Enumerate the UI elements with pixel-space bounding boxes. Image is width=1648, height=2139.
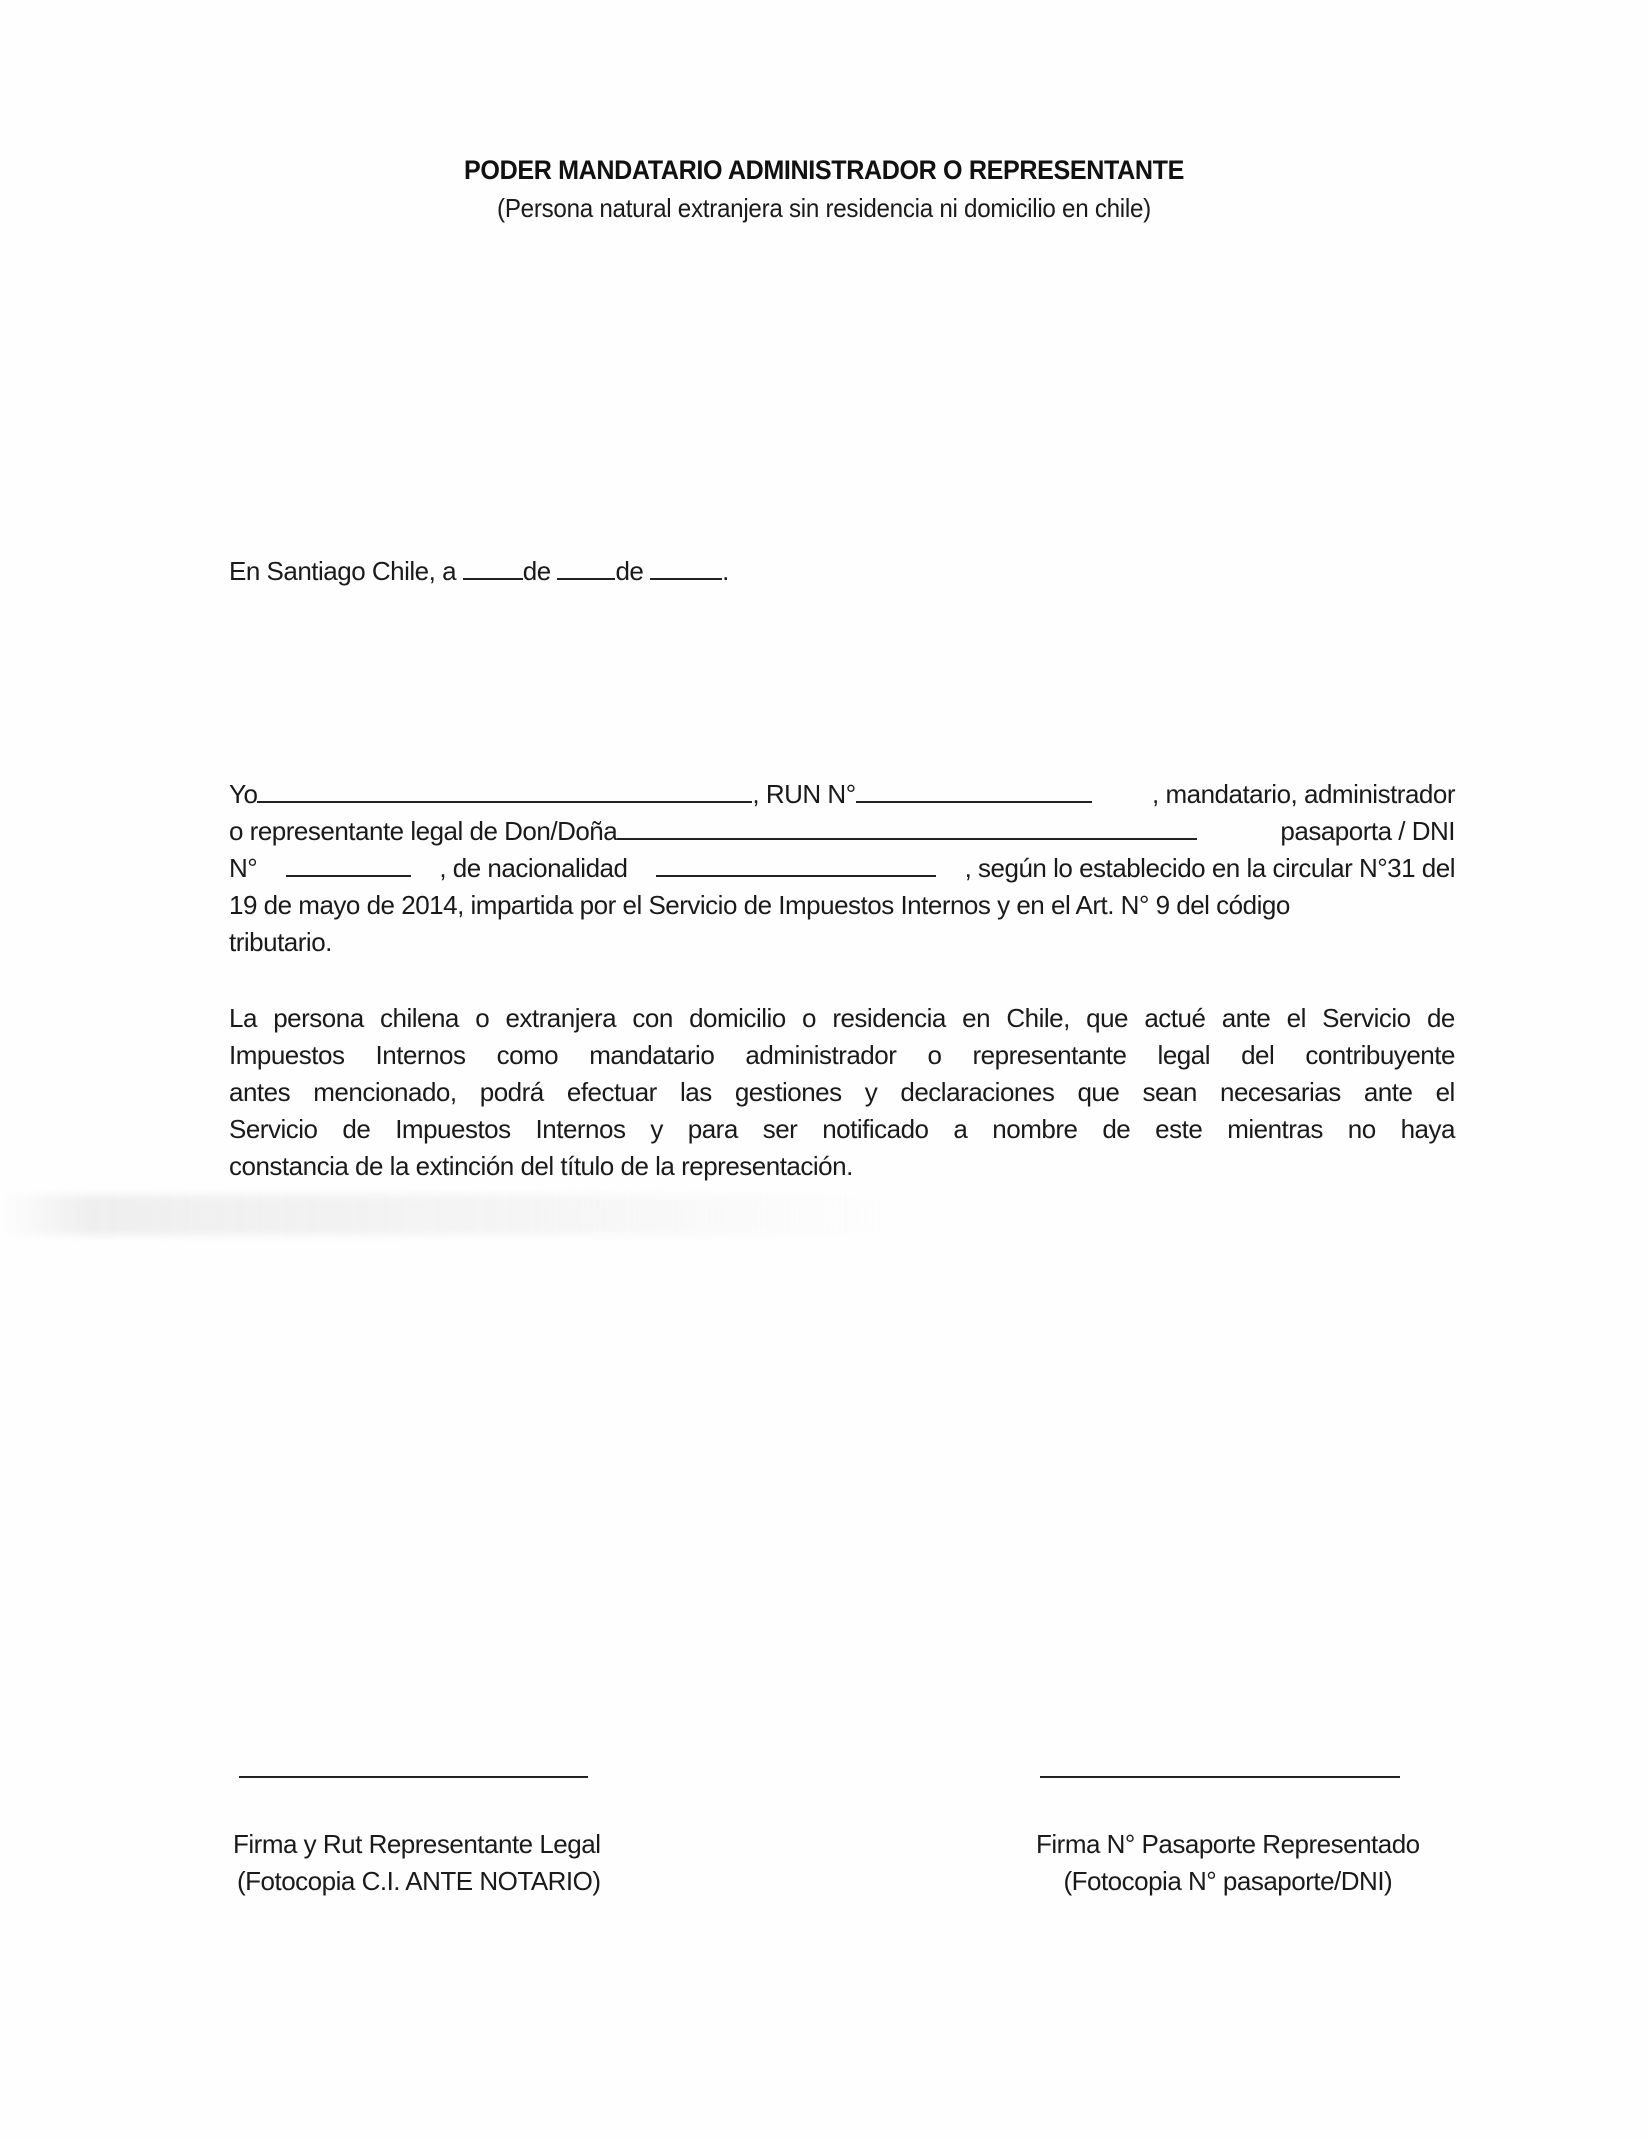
signature-note-represented: (Fotocopia N° pasaporte/DNI) bbox=[1063, 1866, 1393, 1896]
word: de bbox=[1426, 1003, 1455, 1033]
para1-line-5-text: tributario. bbox=[229, 927, 332, 957]
signature-line-representative[interactable] bbox=[239, 1776, 588, 1778]
word: que bbox=[1077, 1077, 1120, 1107]
para1-line-4-text: 19 de mayo de 2014, impartida por el Servicio de Impuestos Internos y en el Art. N° 9 del código bbox=[229, 890, 1290, 920]
run-blank[interactable] bbox=[856, 779, 1092, 803]
word: el bbox=[1435, 1077, 1455, 1107]
representation-paragraph bbox=[229, 1000, 1455, 1185]
word: este bbox=[1155, 1114, 1203, 1144]
word: del bbox=[1241, 1040, 1275, 1070]
para2-line bbox=[229, 1037, 1455, 1074]
word: con bbox=[632, 1003, 673, 1033]
word: o bbox=[927, 1040, 942, 1070]
para1-line-5 bbox=[229, 924, 1455, 961]
word: Impuestos bbox=[395, 1114, 511, 1144]
para1-line-4 bbox=[229, 887, 1455, 924]
word: gestiones bbox=[734, 1077, 842, 1107]
word: sean bbox=[1142, 1077, 1197, 1107]
representante-text: o representante legal de Don/Doña bbox=[229, 816, 618, 846]
signature-label-representative: Firma y Rut Representante Legal bbox=[233, 1829, 601, 1859]
word: Servicio bbox=[229, 1114, 318, 1144]
word: a bbox=[953, 1114, 968, 1144]
word: necesarias bbox=[1219, 1077, 1341, 1107]
signature-line-represented[interactable] bbox=[1040, 1776, 1400, 1778]
word: administrador bbox=[745, 1040, 897, 1070]
signature-block-representative bbox=[233, 1826, 601, 1900]
word: nombre bbox=[992, 1114, 1078, 1144]
word: que bbox=[1086, 1003, 1129, 1033]
document-subtitle: (Persona natural extranjera sin residencia ni domicilio en chile) bbox=[497, 193, 1151, 223]
word: el bbox=[1286, 1003, 1306, 1033]
name-blank[interactable] bbox=[257, 779, 752, 803]
yo-label: Yo bbox=[229, 779, 258, 809]
signature-block-represented bbox=[1036, 1826, 1420, 1900]
word: legal bbox=[1157, 1040, 1210, 1070]
word: Internos bbox=[375, 1040, 466, 1070]
para1-line-2 bbox=[229, 813, 1455, 850]
word: y bbox=[864, 1077, 878, 1107]
year-blank[interactable] bbox=[650, 556, 722, 580]
signature-note-representative: (Fotocopia C.I. ANTE NOTARIO) bbox=[237, 1866, 601, 1896]
word: Internos bbox=[535, 1114, 626, 1144]
word: de bbox=[342, 1114, 371, 1144]
para2-line: constancia de la extinción del título de la representación. bbox=[229, 1151, 853, 1181]
word: ante bbox=[1363, 1077, 1413, 1107]
word: podrá bbox=[479, 1077, 544, 1107]
document-number-blank[interactable] bbox=[286, 853, 411, 877]
date-de-1: de bbox=[522, 556, 558, 586]
represented-name-blank[interactable] bbox=[617, 816, 1197, 840]
segun-text: , según lo establecido en la circular N°31 del bbox=[964, 853, 1455, 883]
date-prefix: En Santiago Chile, a bbox=[229, 556, 463, 586]
word: en bbox=[962, 1003, 991, 1033]
word: haya bbox=[1400, 1114, 1455, 1144]
word: y bbox=[650, 1114, 663, 1144]
word: mientras bbox=[1227, 1114, 1323, 1144]
word: La bbox=[229, 1003, 257, 1033]
para2-line bbox=[229, 1000, 1455, 1037]
word: mencionado, bbox=[313, 1077, 457, 1107]
nacionalidad-label: , de nacionalidad bbox=[439, 853, 628, 883]
mandatario-text: , mandatario, administrador bbox=[1152, 779, 1455, 809]
word: mandatario bbox=[589, 1040, 715, 1070]
date-end: . bbox=[722, 556, 729, 586]
word: como bbox=[496, 1040, 559, 1070]
word: representante bbox=[972, 1040, 1127, 1070]
nationality-blank[interactable] bbox=[656, 853, 936, 877]
scan-smudge bbox=[0, 1195, 900, 1235]
word: persona bbox=[273, 1003, 364, 1033]
document-title: PODER MANDATARIO ADMINISTRADOR O REPRESENTANTE bbox=[464, 155, 1184, 185]
para1-line-3 bbox=[229, 850, 1455, 887]
word: chilena bbox=[379, 1003, 459, 1033]
word: extranjera bbox=[505, 1003, 617, 1033]
word: declaraciones bbox=[900, 1077, 1055, 1107]
word: ante bbox=[1221, 1003, 1271, 1033]
date-line bbox=[229, 553, 1455, 589]
word: Chile, bbox=[1006, 1003, 1070, 1033]
word: o bbox=[802, 1003, 817, 1033]
word: efectuar bbox=[566, 1077, 657, 1107]
word: las bbox=[679, 1077, 712, 1107]
word: Servicio bbox=[1322, 1003, 1411, 1033]
word: antes bbox=[229, 1077, 291, 1107]
pasaporta-text: pasaporta / DNI bbox=[1280, 816, 1455, 846]
word: no bbox=[1347, 1114, 1376, 1144]
para2-line bbox=[229, 1074, 1455, 1111]
word: o bbox=[475, 1003, 490, 1033]
date-de-2: de bbox=[615, 556, 651, 586]
word: domicilio bbox=[689, 1003, 786, 1033]
mandate-paragraph bbox=[229, 776, 1455, 961]
word: ser bbox=[762, 1114, 798, 1144]
word: actué bbox=[1144, 1003, 1206, 1033]
word: residencia bbox=[832, 1003, 946, 1033]
signature-label-represented: Firma N° Pasaporte Representado bbox=[1036, 1829, 1420, 1859]
word: contribuyente bbox=[1305, 1040, 1455, 1070]
word: para bbox=[687, 1114, 738, 1144]
para1-line-1 bbox=[229, 776, 1455, 813]
para2-line bbox=[229, 1111, 1455, 1148]
word: notificado bbox=[822, 1114, 929, 1144]
word: Impuestos bbox=[229, 1040, 345, 1070]
numero-label: N° bbox=[229, 853, 258, 883]
day-blank[interactable] bbox=[463, 556, 523, 580]
word: de bbox=[1102, 1114, 1131, 1144]
run-label: , RUN N° bbox=[752, 779, 856, 809]
month-blank[interactable] bbox=[557, 556, 615, 580]
